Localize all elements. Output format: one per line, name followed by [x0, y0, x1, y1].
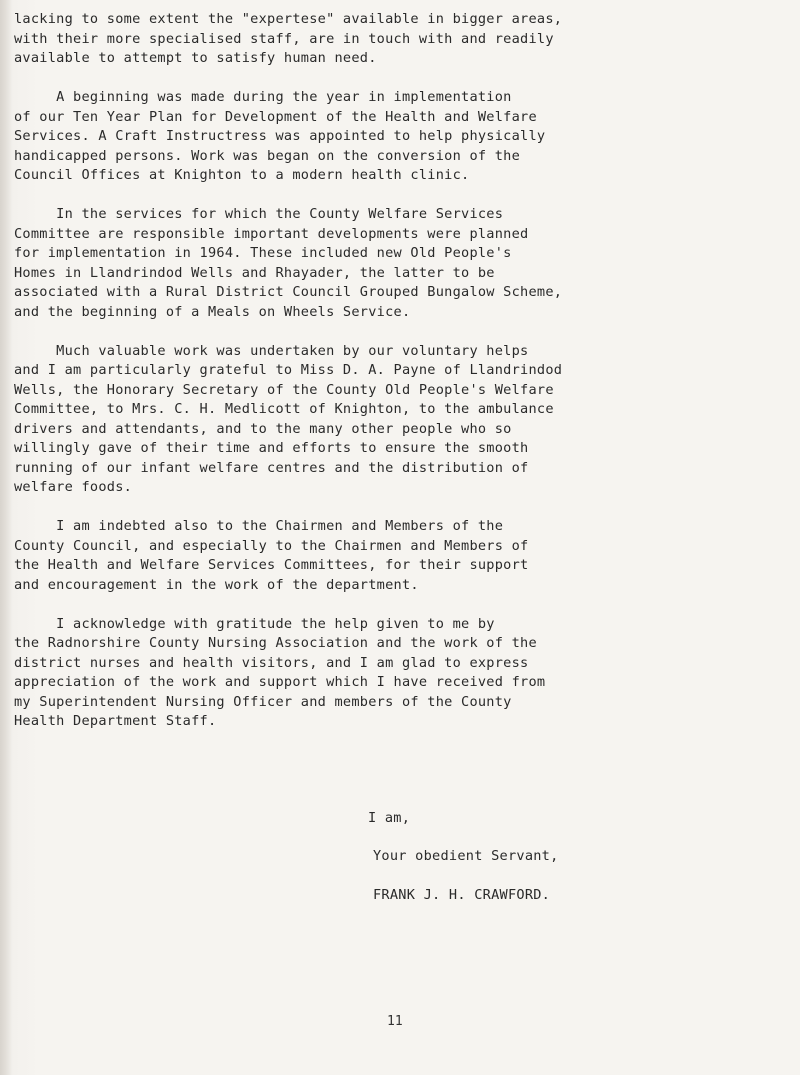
text-line: Much valuable work was undertaken by our voluntary helps	[14, 342, 529, 359]
text-line: available to attempt to satisfy human need.	[14, 50, 377, 66]
text-line: Committee, to Mrs. C. H. Medlicott of Knighton, to the ambulance	[14, 401, 554, 417]
paragraph-5	[14, 517, 794, 595]
text-line: County Council, and especially to the Chairmen and Members of	[14, 537, 529, 554]
text-line: Services. A Craft Instructress was appointed to help physically	[14, 128, 546, 144]
text-line: handicapped persons. Work was began on the conversion of the	[14, 147, 521, 164]
paragraph-4	[14, 342, 794, 498]
closing-salutation: I am,	[368, 810, 411, 826]
text-line: and I am particularly grateful to Miss D. A. Payne of Llandrindod	[14, 362, 563, 378]
closing-valediction: Your obedient Servant,	[373, 848, 559, 864]
paragraph-2	[14, 88, 794, 186]
page-number: 11	[387, 1014, 403, 1029]
text-line: my Superintendent Nursing Officer and members of the County	[14, 693, 512, 710]
text-line: appreciation of the work and support which I have received from	[14, 674, 546, 690]
paragraph-3	[14, 205, 794, 322]
text-line: of our Ten Year Plan for Development of the Health and Welfare	[14, 108, 537, 125]
text-line: for implementation in 1964. These included new Old People's	[14, 245, 512, 261]
text-line: and the beginning of a Meals on Wheels Service.	[14, 303, 411, 320]
text-line: the Radnorshire County Nursing Association and the work of the	[14, 635, 537, 651]
text-line: Homes in Llandrindod Wells and Rhayader, the latter to be	[14, 264, 495, 281]
paragraph-6	[14, 615, 794, 732]
text-line: A beginning was made during the year in implementation	[14, 89, 512, 105]
binding-shadow	[0, 0, 12, 1075]
signature-name: FRANK J. H. CRAWFORD.	[373, 887, 551, 903]
text-line: Council Offices at Knighton to a modern health clinic.	[14, 167, 470, 183]
text-line: willingly gave of their time and efforts to ensure the smooth	[14, 440, 529, 456]
text-line: running of our infant welfare centres and the distribution of	[14, 459, 529, 476]
text-line: associated with a Rural District Council Grouped Bungalow Scheme,	[14, 284, 563, 300]
text-line: and encouragement in the work of the department.	[14, 576, 419, 593]
text-line: lacking to some extent the "expertese" available in bigger areas,	[14, 11, 563, 27]
text-line: welfare foods.	[14, 479, 133, 495]
text-line: with their more specialised staff, are in touch with and readily	[14, 30, 554, 47]
text-line: drivers and attendants, and to the many other people who so	[14, 420, 512, 437]
text-line: Wells, the Honorary Secretary of the County Old People's Welfare	[14, 381, 554, 398]
paragraph-1	[14, 10, 794, 69]
letter-body	[14, 10, 794, 751]
text-line: the Health and Welfare Services Committees, for their support	[14, 557, 529, 573]
text-line: I acknowledge with gratitude the help given to me by	[14, 615, 495, 632]
text-line: district nurses and health visitors, and I am glad to express	[14, 654, 529, 671]
text-line: Committee are responsible important developments were planned	[14, 225, 529, 242]
text-line: Health Department Staff.	[14, 713, 217, 729]
text-line: I am indebted also to the Chairmen and Members of the	[14, 518, 504, 534]
text-line: In the services for which the County Welfare Services	[14, 206, 504, 222]
